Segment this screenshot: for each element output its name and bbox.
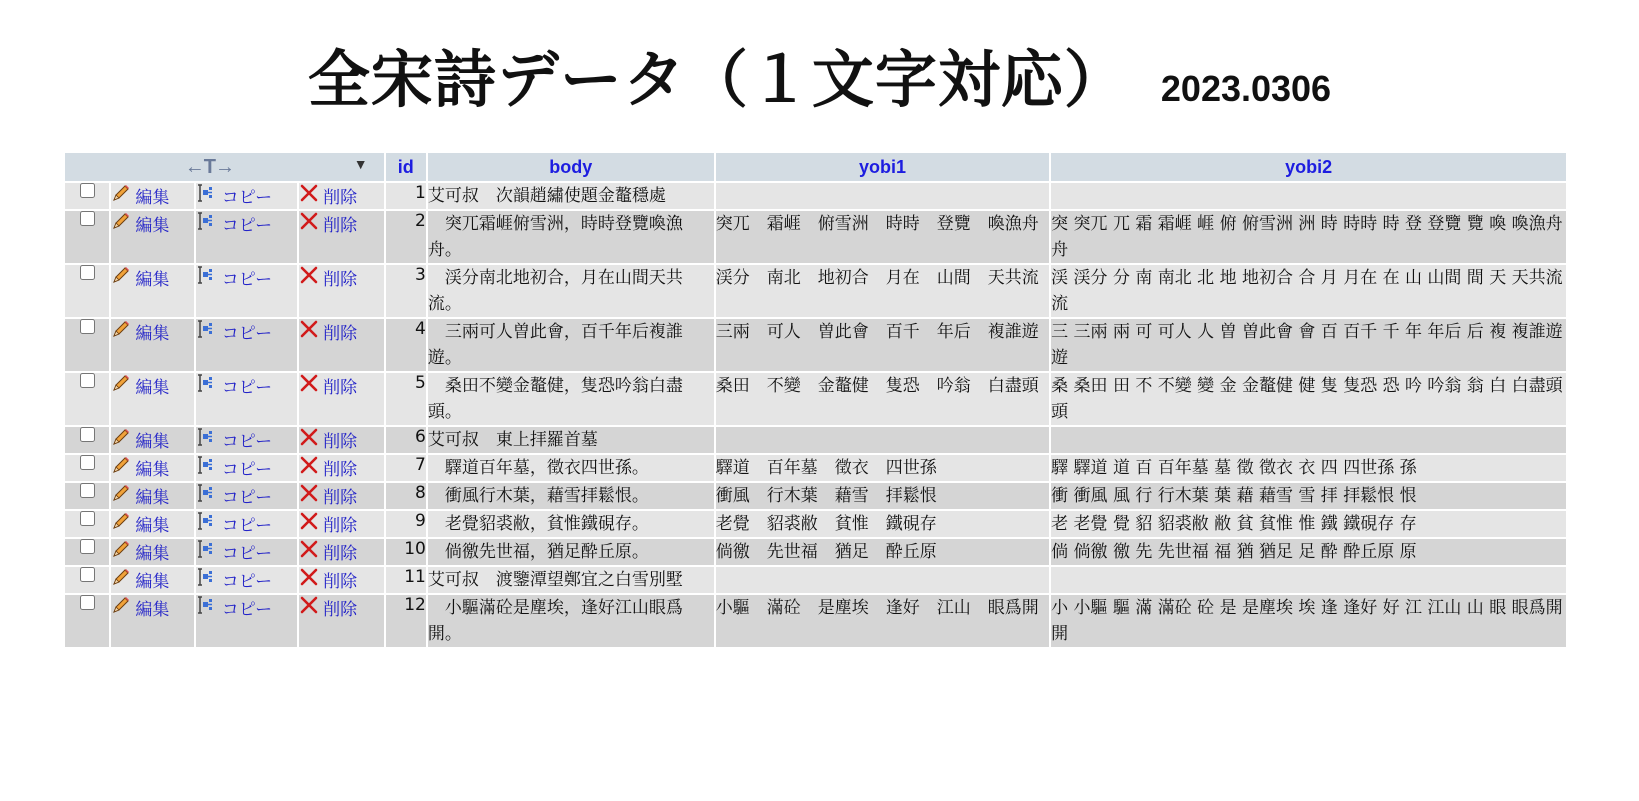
row-checkbox-cell xyxy=(64,482,110,510)
table-body xyxy=(64,182,1567,648)
edit-label: 編集 xyxy=(135,188,170,208)
pencil-icon xyxy=(111,595,131,620)
edit-link[interactable] xyxy=(111,455,169,480)
cell-yobi2: 桑 桑田 田 不 不變 變 金 金鼇健 健 隻 隻恐 恐 吟 吟翁 翁 白 白盡頭 頭 xyxy=(1050,372,1567,426)
edit-cell xyxy=(110,454,194,482)
cell-yobi2: 小 小驅 驅 滿 滿砼 砼 是 是塵埃 埃 逢 逢好 好 江 江山 山 眼 眼爲開 開 xyxy=(1050,594,1567,648)
edit-link[interactable] xyxy=(111,211,169,236)
delete-link[interactable] xyxy=(299,455,357,480)
table-row[interactable] xyxy=(64,482,1567,510)
copy-cell xyxy=(195,318,298,372)
copy-icon xyxy=(196,483,218,508)
table-row[interactable] xyxy=(64,182,1567,210)
cell-body: 桑田不變金鼇健，隻恐吟翁白盡頭。 xyxy=(427,372,715,426)
row-checkbox-cell xyxy=(64,372,110,426)
edit-link[interactable] xyxy=(111,483,169,508)
row-checkbox[interactable] xyxy=(80,511,95,526)
pencil-icon xyxy=(111,211,131,236)
copy-icon xyxy=(196,319,218,344)
edit-label: 編集 xyxy=(135,600,170,620)
copy-link[interactable] xyxy=(196,595,272,620)
copy-label: コピー xyxy=(221,516,273,536)
cell-id: 1 xyxy=(385,182,427,210)
cell-id: 9 xyxy=(385,510,427,538)
copy-link[interactable] xyxy=(196,511,272,536)
copy-label: コピー xyxy=(221,188,273,208)
row-checkbox[interactable] xyxy=(80,319,95,334)
copy-label: コピー xyxy=(221,378,273,398)
delete-icon xyxy=(299,595,319,620)
delete-cell xyxy=(298,182,385,210)
delete-icon xyxy=(299,373,319,398)
table-row[interactable] xyxy=(64,538,1567,566)
edit-link[interactable] xyxy=(111,567,169,592)
copy-icon xyxy=(196,373,218,398)
delete-label: 削除 xyxy=(323,572,358,592)
copy-link[interactable] xyxy=(196,455,272,480)
row-checkbox[interactable] xyxy=(80,211,95,226)
table-row[interactable] xyxy=(64,210,1567,264)
edit-cell xyxy=(110,538,194,566)
edit-label: 編集 xyxy=(135,516,170,536)
cell-body: 倘徼先世福，猶足酔丘原。 xyxy=(427,538,715,566)
delete-label: 削除 xyxy=(323,432,358,452)
delete-cell xyxy=(298,482,385,510)
column-header-id[interactable]: id xyxy=(385,152,427,182)
edit-link[interactable] xyxy=(111,427,169,452)
copy-link[interactable] xyxy=(196,539,272,564)
cell-body: 老覺貂裘敝，貧惟鐵硯存。 xyxy=(427,510,715,538)
edit-cell xyxy=(110,566,194,594)
delete-label: 削除 xyxy=(323,188,358,208)
copy-icon xyxy=(196,511,218,536)
copy-link[interactable] xyxy=(196,483,272,508)
cell-body: 艾可叔 次韻趙繡使題金鼇穩處 xyxy=(427,182,715,210)
table-row[interactable] xyxy=(64,264,1567,318)
edit-cell xyxy=(110,210,194,264)
table-row[interactable] xyxy=(64,454,1567,482)
cell-body: 驛道百年墓，徵衣四世孫。 xyxy=(427,454,715,482)
edit-label: 編集 xyxy=(135,544,170,564)
cell-yobi1: 桑田 不變 金鼇健 隻恐 吟翁 白盡頭 xyxy=(715,372,1050,426)
copy-cell xyxy=(195,482,298,510)
data-table xyxy=(63,151,1568,649)
delete-cell xyxy=(298,210,385,264)
pencil-icon xyxy=(111,567,131,592)
copy-label: コピー xyxy=(221,460,273,480)
copy-label: コピー xyxy=(221,270,273,290)
row-checkbox[interactable] xyxy=(80,595,95,610)
delete-cell xyxy=(298,566,385,594)
cell-body: 艾可叔 渡鑒潭望鄭宜之白雪別墅 xyxy=(427,566,715,594)
row-checkbox-cell xyxy=(64,264,110,318)
copy-cell xyxy=(195,454,298,482)
copy-link[interactable] xyxy=(196,373,272,398)
table-row[interactable] xyxy=(64,318,1567,372)
copy-cell xyxy=(195,426,298,454)
edit-label: 編集 xyxy=(135,216,170,236)
edit-label: 編集 xyxy=(135,324,170,344)
cell-yobi1 xyxy=(715,426,1050,454)
copy-icon xyxy=(196,595,218,620)
delete-label: 削除 xyxy=(323,378,358,398)
delete-icon xyxy=(299,265,319,290)
cell-yobi2: 突 突兀 兀 霜 霜崕 崕 俯 俯雪洲 洲 時 時時 時 登 登覽 覽 喚 喚漁舟 舟 xyxy=(1050,210,1567,264)
copy-cell xyxy=(195,372,298,426)
column-header-yobi2[interactable]: yobi2 xyxy=(1050,152,1567,182)
row-checkbox[interactable] xyxy=(80,427,95,442)
pencil-icon xyxy=(111,265,131,290)
cell-body: 艾可叔 東上拝羅首墓 xyxy=(427,426,715,454)
cell-id: 3 xyxy=(385,264,427,318)
edit-cell xyxy=(110,510,194,538)
edit-label: 編集 xyxy=(135,488,170,508)
copy-link[interactable] xyxy=(196,211,272,236)
delete-link[interactable] xyxy=(299,539,357,564)
copy-icon xyxy=(196,567,218,592)
cell-yobi1: 渓分 南北 地初合 月在 山間 天共流 xyxy=(715,264,1050,318)
page-date: 2023.0306 xyxy=(1160,68,1332,109)
edit-cell xyxy=(110,372,194,426)
pencil-icon xyxy=(111,539,131,564)
copy-icon xyxy=(196,265,218,290)
delete-icon xyxy=(299,183,319,208)
pencil-icon xyxy=(111,483,131,508)
edit-link[interactable] xyxy=(111,319,169,344)
cell-id: 6 xyxy=(385,426,427,454)
cell-yobi1 xyxy=(715,566,1050,594)
copy-label: コピー xyxy=(221,324,273,344)
delete-cell xyxy=(298,372,385,426)
row-checkbox[interactable] xyxy=(80,265,95,280)
copy-cell xyxy=(195,538,298,566)
delete-link[interactable] xyxy=(299,483,357,508)
cell-yobi1: 小驅 滿砼 是塵埃 逢好 江山 眼爲開 xyxy=(715,594,1050,648)
copy-cell xyxy=(195,210,298,264)
row-checkbox-cell xyxy=(64,594,110,648)
delete-icon xyxy=(299,455,319,480)
cell-yobi2: 三 三兩 兩 可 可人 人 曽 曽此會 會 百 百千 千 年 年后 后 複 複誰遊 遊 xyxy=(1050,318,1567,372)
cell-yobi2: 老 老覺 覺 貂 貂裘敝 敝 貧 貧惟 惟 鐵 鐵硯存 存 xyxy=(1050,510,1567,538)
delete-link[interactable] xyxy=(299,427,357,452)
edit-link[interactable] xyxy=(111,373,169,398)
copy-label: コピー xyxy=(221,432,273,452)
edit-link[interactable] xyxy=(111,595,169,620)
cell-id: 2 xyxy=(385,210,427,264)
table-row[interactable] xyxy=(64,372,1567,426)
delete-icon xyxy=(299,483,319,508)
edit-label: 編集 xyxy=(135,460,170,480)
cell-id: 10 xyxy=(385,538,427,566)
column-header-body[interactable]: body xyxy=(427,152,715,182)
delete-label: 削除 xyxy=(323,460,358,480)
delete-label: 削除 xyxy=(323,516,358,536)
edit-label: 編集 xyxy=(135,270,170,290)
pencil-icon xyxy=(111,427,131,452)
row-checkbox-cell xyxy=(64,210,110,264)
delete-icon xyxy=(299,211,319,236)
row-checkbox-cell xyxy=(64,538,110,566)
cell-body: 三兩可人曽此會，百千年后複誰遊。 xyxy=(427,318,715,372)
delete-link[interactable] xyxy=(299,183,357,208)
cell-yobi2 xyxy=(1050,426,1567,454)
cell-yobi1: 衝風 行木葉 藉雪 拝鬆恨 xyxy=(715,482,1050,510)
cell-yobi2: 衝 衝風 風 行 行木葉 葉 藉 藉雪 雪 拝 拝鬆恨 恨 xyxy=(1050,482,1567,510)
delete-label: 削除 xyxy=(323,270,358,290)
copy-link[interactable] xyxy=(196,183,272,208)
cell-yobi2: 驛 驛道 道 百 百年墓 墓 徵 徵衣 衣 四 四世孫 孫 xyxy=(1050,454,1567,482)
delete-link[interactable] xyxy=(299,211,357,236)
pencil-icon xyxy=(111,319,131,344)
table-row[interactable] xyxy=(64,426,1567,454)
edit-cell xyxy=(110,482,194,510)
delete-link[interactable] xyxy=(299,511,357,536)
edit-link[interactable] xyxy=(111,183,169,208)
row-checkbox[interactable] xyxy=(80,455,95,470)
delete-cell xyxy=(298,538,385,566)
edit-link[interactable] xyxy=(111,511,169,536)
cell-yobi2 xyxy=(1050,566,1567,594)
page-title: 全宋詩データ（１文字対応） xyxy=(307,43,1127,116)
delete-icon xyxy=(299,539,319,564)
edit-label: 編集 xyxy=(135,432,170,452)
copy-label: コピー xyxy=(221,572,273,592)
delete-cell xyxy=(298,510,385,538)
edit-label: 編集 xyxy=(135,572,170,592)
table-row[interactable] xyxy=(64,566,1567,594)
delete-icon xyxy=(299,427,319,452)
table-row[interactable] xyxy=(64,510,1567,538)
copy-cell xyxy=(195,182,298,210)
copy-link[interactable] xyxy=(196,319,272,344)
pencil-icon xyxy=(111,511,131,536)
column-header-yobi1[interactable]: yobi1 xyxy=(715,152,1050,182)
delete-label: 削除 xyxy=(323,216,358,236)
column-resize-header[interactable] xyxy=(64,152,385,182)
copy-label: コピー xyxy=(221,488,273,508)
row-checkbox-cell xyxy=(64,454,110,482)
copy-cell xyxy=(195,594,298,648)
cell-id: 4 xyxy=(385,318,427,372)
copy-icon xyxy=(196,183,218,208)
edit-cell xyxy=(110,264,194,318)
copy-link[interactable] xyxy=(196,427,272,452)
edit-label: 編集 xyxy=(135,378,170,398)
row-checkbox-cell xyxy=(64,510,110,538)
cell-body: 渓分南北地初合，月在山間天共流。 xyxy=(427,264,715,318)
delete-label: 削除 xyxy=(323,544,358,564)
cell-body: 突兀霜崕俯雪洲，時時登覽喚漁舟。 xyxy=(427,210,715,264)
header-row xyxy=(64,152,1567,182)
delete-link[interactable] xyxy=(299,265,357,290)
row-checkbox[interactable] xyxy=(80,567,95,582)
row-checkbox-cell xyxy=(64,566,110,594)
edit-link[interactable] xyxy=(111,265,169,290)
delete-cell xyxy=(298,318,385,372)
copy-icon xyxy=(196,539,218,564)
copy-link[interactable] xyxy=(196,567,272,592)
copy-label: コピー xyxy=(221,600,273,620)
cell-body: 小驅滿砼是塵埃，逢好江山眼爲開。 xyxy=(427,594,715,648)
row-checkbox[interactable] xyxy=(80,373,95,388)
cell-id: 5 xyxy=(385,372,427,426)
row-checkbox-cell xyxy=(64,182,110,210)
cell-yobi1: 三兩 可人 曽此會 百千 年后 複誰遊 xyxy=(715,318,1050,372)
table-row[interactable] xyxy=(64,594,1567,648)
delete-cell xyxy=(298,264,385,318)
pencil-icon xyxy=(111,455,131,480)
copy-cell xyxy=(195,566,298,594)
copy-icon xyxy=(196,455,218,480)
column-arrows-icon[interactable]: ←T→ xyxy=(184,155,234,178)
cell-yobi2: 渓 渓分 分 南 南北 北 地 地初合 合 月 月在 在 山 山間 間 天 天共流 流 xyxy=(1050,264,1567,318)
delete-label: 削除 xyxy=(323,600,358,620)
row-checkbox-cell xyxy=(64,318,110,372)
edit-cell xyxy=(110,318,194,372)
delete-cell xyxy=(298,454,385,482)
delete-label: 削除 xyxy=(323,488,358,508)
copy-icon xyxy=(196,427,218,452)
delete-link[interactable] xyxy=(299,319,357,344)
pencil-icon xyxy=(111,373,131,398)
cell-body: 衝風行木葉，藉雪拝鬆恨。 xyxy=(427,482,715,510)
cell-yobi1 xyxy=(715,182,1050,210)
cell-yobi2 xyxy=(1050,182,1567,210)
edit-link[interactable] xyxy=(111,539,169,564)
edit-cell xyxy=(110,182,194,210)
copy-cell xyxy=(195,264,298,318)
edit-cell xyxy=(110,594,194,648)
delete-icon xyxy=(299,319,319,344)
copy-label: コピー xyxy=(221,216,273,236)
cell-yobi1: 突兀 霜崕 俯雪洲 時時 登覽 喚漁舟 xyxy=(715,210,1050,264)
delete-icon xyxy=(299,567,319,592)
delete-cell xyxy=(298,594,385,648)
edit-cell xyxy=(110,426,194,454)
row-checkbox[interactable] xyxy=(80,539,95,554)
cell-id: 12 xyxy=(385,594,427,648)
delete-cell xyxy=(298,426,385,454)
cell-yobi1: 驛道 百年墓 徵衣 四世孫 xyxy=(715,454,1050,482)
cell-yobi1: 老覺 貂裘敝 貧惟 鐵硯存 xyxy=(715,510,1050,538)
copy-label: コピー xyxy=(221,544,273,564)
cell-id: 11 xyxy=(385,566,427,594)
row-checkbox-cell xyxy=(64,426,110,454)
row-checkbox[interactable] xyxy=(80,483,95,498)
cell-id: 8 xyxy=(385,482,427,510)
row-checkbox[interactable] xyxy=(80,183,95,198)
pencil-icon xyxy=(111,183,131,208)
title-area xyxy=(0,30,1639,119)
delete-label: 削除 xyxy=(323,324,358,344)
copy-cell xyxy=(195,510,298,538)
delete-link[interactable] xyxy=(299,595,357,620)
cell-id: 7 xyxy=(385,454,427,482)
copy-link[interactable] xyxy=(196,265,272,290)
delete-link[interactable] xyxy=(299,373,357,398)
cell-yobi1: 倘徼 先世福 猶足 酔丘原 xyxy=(715,538,1050,566)
sort-dropdown-icon[interactable]: ▼ xyxy=(353,155,368,172)
delete-icon xyxy=(299,511,319,536)
cell-yobi2: 倘 倘徼 徼 先 先世福 福 猶 猶足 足 酔 酔丘原 原 xyxy=(1050,538,1567,566)
delete-link[interactable] xyxy=(299,567,357,592)
copy-icon xyxy=(196,211,218,236)
